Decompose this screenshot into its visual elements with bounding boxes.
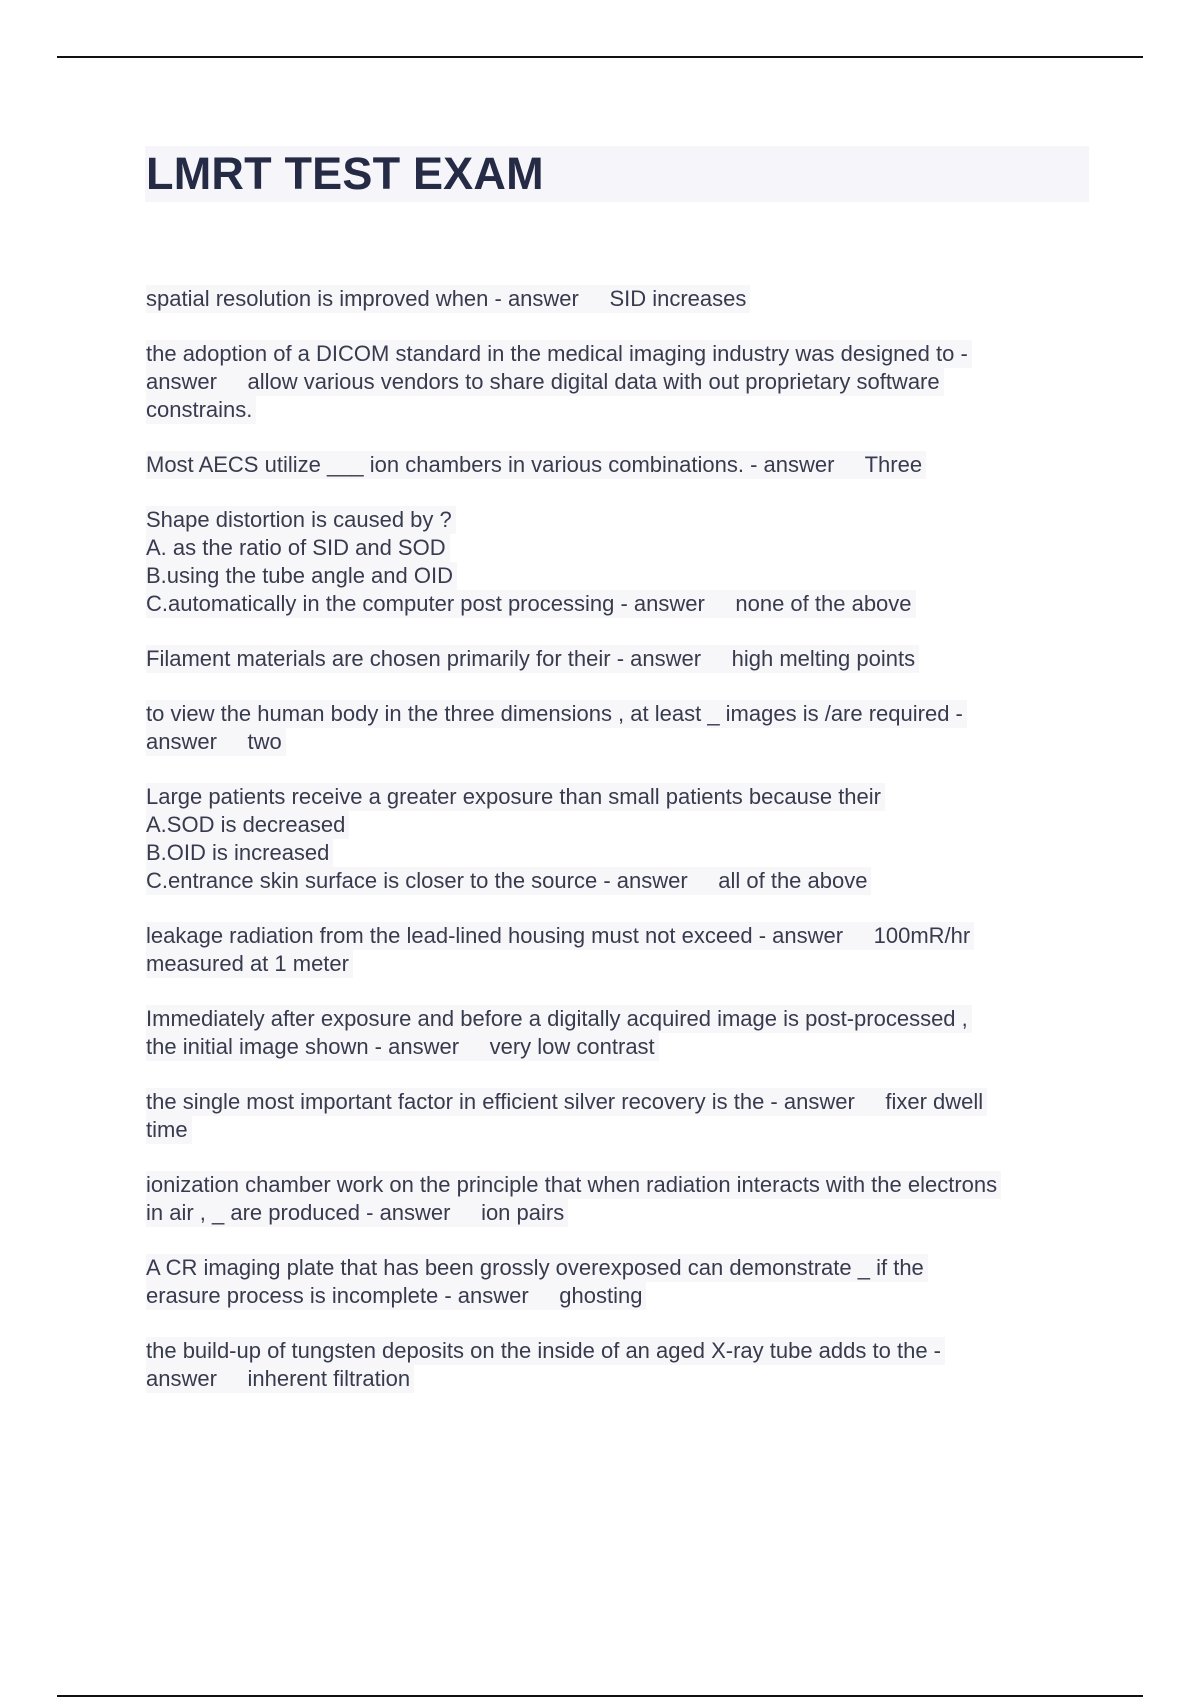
qa-item bbox=[146, 783, 1086, 895]
qa-line bbox=[146, 1282, 646, 1310]
question-text: the adoption of a DICOM standard in the medical imaging industry was designed to - bbox=[146, 341, 968, 366]
qa-item bbox=[146, 1337, 1086, 1393]
question-text: C.entrance skin surface is closer to the source - answer bbox=[146, 868, 688, 893]
question-text: A CR imaging plate that has been grossly overexposed can demonstrate _ if the bbox=[146, 1255, 924, 1280]
qa-line bbox=[146, 1088, 987, 1116]
question-text: the initial image shown - answer bbox=[146, 1034, 460, 1059]
answer-text: very low contrast bbox=[489, 1034, 655, 1059]
question-text: answer bbox=[146, 729, 217, 754]
qa-line bbox=[146, 645, 919, 673]
qa-item bbox=[146, 1088, 1086, 1144]
answer-continuation: time bbox=[146, 1116, 192, 1144]
qa-line bbox=[146, 1254, 928, 1282]
qa-line bbox=[146, 340, 972, 368]
qa-line bbox=[146, 867, 871, 895]
qa-line bbox=[146, 1033, 659, 1061]
answer-text: none of the above bbox=[735, 591, 912, 616]
qa-line bbox=[146, 451, 926, 479]
qa-line bbox=[146, 562, 457, 590]
qa-item bbox=[146, 340, 1086, 424]
question-text: B.using the tube angle and OID bbox=[146, 563, 453, 588]
qa-item bbox=[146, 1171, 1086, 1227]
qa-item bbox=[146, 1254, 1086, 1310]
qa-line bbox=[146, 285, 750, 313]
answer-continuation: measured at 1 meter bbox=[146, 950, 353, 978]
question-text: C.automatically in the computer post processing - answer bbox=[146, 591, 705, 616]
answer-text: all of the above bbox=[718, 868, 868, 893]
question-text: to view the human body in the three dimensions , at least _ images is /are required - bbox=[146, 701, 963, 726]
question-text: leakage radiation from the lead-lined housing must not exceed - answer bbox=[146, 923, 844, 948]
qa-line bbox=[146, 1199, 568, 1227]
qa-item bbox=[146, 645, 1086, 673]
question-text: Most AECS utilize ___ ion chambers in various combinations. - answer bbox=[146, 452, 835, 477]
answer-text: 100mR/hr bbox=[873, 923, 971, 948]
qa-item bbox=[146, 506, 1086, 618]
qa-line bbox=[146, 839, 333, 867]
question-text: the build-up of tungsten deposits on the inside of an aged X-ray tube adds to the - bbox=[146, 1338, 941, 1363]
qa-line bbox=[146, 534, 450, 562]
question-text: Immediately after exposure and before a digitally acquired image is post-processed , bbox=[146, 1006, 968, 1031]
qa-line bbox=[146, 811, 349, 839]
top-rule bbox=[57, 56, 1143, 58]
page-title: LMRT TEST EXAM bbox=[146, 148, 544, 199]
qa-line bbox=[146, 368, 944, 396]
question-text: the single most important factor in efficient silver recovery is the - answer bbox=[146, 1089, 855, 1114]
qa-line bbox=[146, 1005, 972, 1033]
qa-line bbox=[146, 1171, 1001, 1199]
answer-continuation: constrains. bbox=[146, 396, 256, 424]
bottom-rule bbox=[57, 1695, 1143, 1697]
qa-line bbox=[146, 590, 916, 618]
qa-line bbox=[146, 700, 967, 728]
qa-line bbox=[146, 922, 974, 950]
qa-line bbox=[146, 1337, 945, 1365]
qa-line bbox=[146, 1365, 414, 1393]
answer-text: fixer dwell bbox=[885, 1089, 984, 1114]
qa-line bbox=[146, 783, 885, 811]
question-text: in air , _ are produced - answer bbox=[146, 1200, 451, 1225]
answer-text: high melting points bbox=[731, 646, 916, 671]
qa-item bbox=[146, 451, 1086, 479]
question-text: Large patients receive a greater exposure than small patients because their bbox=[146, 784, 881, 809]
question-text: answer bbox=[146, 1366, 217, 1391]
question-text: Filament materials are chosen primarily for their - answer bbox=[146, 646, 702, 671]
question-text: A.SOD is decreased bbox=[146, 812, 346, 837]
answer-text: ghosting bbox=[559, 1283, 643, 1308]
answer-text: allow various vendors to share digital data with out proprietary software bbox=[247, 369, 940, 394]
question-text: Shape distortion is caused by ? bbox=[146, 507, 452, 532]
answer-text: Three bbox=[864, 452, 923, 477]
question-text: ionization chamber work on the principle that when radiation interacts with the electrons bbox=[146, 1172, 998, 1197]
qa-item bbox=[146, 285, 1086, 313]
question-text: answer bbox=[146, 369, 217, 394]
question-text: A. as the ratio of SID and SOD bbox=[146, 535, 446, 560]
qa-item bbox=[146, 922, 1086, 978]
answer-text: two bbox=[247, 729, 282, 754]
qa-line bbox=[146, 506, 456, 534]
answer-text: SID increases bbox=[609, 286, 747, 311]
qa-item bbox=[146, 700, 1086, 756]
question-list bbox=[146, 285, 1086, 1420]
answer-text: ion pairs bbox=[481, 1200, 565, 1225]
qa-line bbox=[146, 728, 286, 756]
qa-item bbox=[146, 1005, 1086, 1061]
question-text: B.OID is increased bbox=[146, 840, 330, 865]
question-text: spatial resolution is improved when - answer bbox=[146, 286, 579, 311]
question-text: erasure process is incomplete - answer bbox=[146, 1283, 529, 1308]
answer-text: inherent filtration bbox=[247, 1366, 411, 1391]
